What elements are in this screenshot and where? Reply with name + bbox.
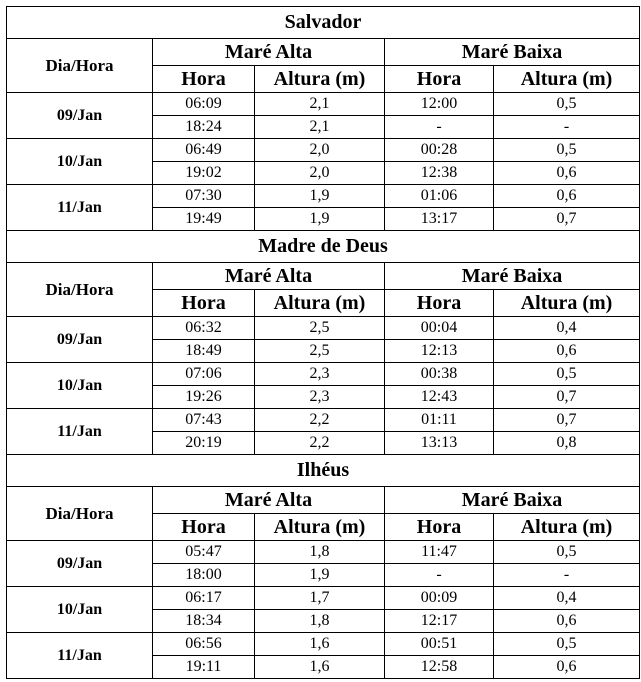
high-tide-time: 20:19 bbox=[153, 432, 255, 455]
city-name: Madre de Deus bbox=[7, 231, 640, 263]
high-tide-height: 1,8 bbox=[255, 610, 385, 633]
low-tide-time: 00:09 bbox=[385, 587, 494, 610]
table-row bbox=[7, 541, 640, 564]
altura-header: Altura (m) bbox=[255, 290, 385, 317]
low-tide-time: 12:43 bbox=[385, 386, 494, 409]
city-header-row bbox=[7, 231, 640, 263]
low-tide-height: - bbox=[494, 116, 640, 139]
high-tide-height: 2,0 bbox=[255, 139, 385, 162]
high-tide-time: 18:24 bbox=[153, 116, 255, 139]
table-row bbox=[7, 185, 640, 208]
table-row bbox=[7, 409, 640, 432]
low-tide-height: 0,6 bbox=[494, 162, 640, 185]
low-tide-time: 11:47 bbox=[385, 541, 494, 564]
high-tide-height: 2,3 bbox=[255, 363, 385, 386]
low-tide-height: 0,5 bbox=[494, 93, 640, 116]
day-label: 09/Jan bbox=[7, 317, 153, 363]
high-tide-time: 06:17 bbox=[153, 587, 255, 610]
high-tide-height: 2,0 bbox=[255, 162, 385, 185]
hora-header: Hora bbox=[385, 66, 494, 93]
mare-alta-header: Maré Alta bbox=[153, 487, 385, 514]
high-tide-height: 2,5 bbox=[255, 340, 385, 363]
low-tide-height: 0,6 bbox=[494, 185, 640, 208]
dia-hora-header: Dia/Hora bbox=[7, 487, 153, 541]
group-header-row bbox=[7, 39, 640, 66]
low-tide-height: 0,6 bbox=[494, 656, 640, 679]
high-tide-height: 1,6 bbox=[255, 656, 385, 679]
table-row bbox=[7, 587, 640, 610]
high-tide-time: 19:49 bbox=[153, 208, 255, 231]
day-label: 11/Jan bbox=[7, 633, 153, 679]
low-tide-time: 12:13 bbox=[385, 340, 494, 363]
low-tide-time: 01:11 bbox=[385, 409, 494, 432]
low-tide-time: 12:17 bbox=[385, 610, 494, 633]
high-tide-time: 18:34 bbox=[153, 610, 255, 633]
high-tide-height: 2,2 bbox=[255, 432, 385, 455]
low-tide-height: 0,5 bbox=[494, 363, 640, 386]
table-row bbox=[7, 363, 640, 386]
high-tide-height: 2,3 bbox=[255, 386, 385, 409]
high-tide-time: 07:06 bbox=[153, 363, 255, 386]
city-header-row bbox=[7, 7, 640, 39]
hora-header: Hora bbox=[153, 514, 255, 541]
low-tide-time: 13:17 bbox=[385, 208, 494, 231]
tide-table-body bbox=[7, 7, 640, 679]
low-tide-time: - bbox=[385, 116, 494, 139]
low-tide-height: 0,5 bbox=[494, 633, 640, 656]
low-tide-height: 0,7 bbox=[494, 208, 640, 231]
low-tide-time: 01:06 bbox=[385, 185, 494, 208]
tide-table bbox=[6, 6, 640, 679]
low-tide-time: 00:04 bbox=[385, 317, 494, 340]
high-tide-height: 2,2 bbox=[255, 409, 385, 432]
high-tide-height: 2,1 bbox=[255, 93, 385, 116]
high-tide-height: 1,7 bbox=[255, 587, 385, 610]
hora-header: Hora bbox=[153, 66, 255, 93]
day-label: 11/Jan bbox=[7, 185, 153, 231]
high-tide-time: 18:49 bbox=[153, 340, 255, 363]
high-tide-time: 06:56 bbox=[153, 633, 255, 656]
high-tide-height: 1,6 bbox=[255, 633, 385, 656]
low-tide-height: 0,5 bbox=[494, 541, 640, 564]
high-tide-time: 06:09 bbox=[153, 93, 255, 116]
low-tide-height: 0,8 bbox=[494, 432, 640, 455]
altura-header: Altura (m) bbox=[494, 290, 640, 317]
high-tide-time: 05:47 bbox=[153, 541, 255, 564]
city-name: Salvador bbox=[7, 7, 640, 39]
day-label: 09/Jan bbox=[7, 541, 153, 587]
high-tide-time: 19:02 bbox=[153, 162, 255, 185]
low-tide-height: 0,7 bbox=[494, 386, 640, 409]
low-tide-height: 0,6 bbox=[494, 340, 640, 363]
low-tide-time: 12:00 bbox=[385, 93, 494, 116]
high-tide-height: 1,9 bbox=[255, 208, 385, 231]
altura-header: Altura (m) bbox=[494, 514, 640, 541]
day-label: 09/Jan bbox=[7, 93, 153, 139]
high-tide-height: 2,5 bbox=[255, 317, 385, 340]
high-tide-time: 07:43 bbox=[153, 409, 255, 432]
day-label: 10/Jan bbox=[7, 363, 153, 409]
table-row bbox=[7, 317, 640, 340]
low-tide-time: - bbox=[385, 564, 494, 587]
high-tide-height: 1,9 bbox=[255, 185, 385, 208]
high-tide-height: 1,8 bbox=[255, 541, 385, 564]
low-tide-time: 12:58 bbox=[385, 656, 494, 679]
high-tide-height: 2,1 bbox=[255, 116, 385, 139]
hora-header: Hora bbox=[385, 514, 494, 541]
high-tide-time: 07:30 bbox=[153, 185, 255, 208]
high-tide-time: 18:00 bbox=[153, 564, 255, 587]
mare-baixa-header: Maré Baixa bbox=[385, 487, 640, 514]
group-header-row bbox=[7, 487, 640, 514]
low-tide-time: 13:13 bbox=[385, 432, 494, 455]
low-tide-height: 0,5 bbox=[494, 139, 640, 162]
mare-alta-header: Maré Alta bbox=[153, 263, 385, 290]
city-name: Ilhéus bbox=[7, 455, 640, 487]
dia-hora-header: Dia/Hora bbox=[7, 263, 153, 317]
dia-hora-header: Dia/Hora bbox=[7, 39, 153, 93]
mare-alta-header: Maré Alta bbox=[153, 39, 385, 66]
mare-baixa-header: Maré Baixa bbox=[385, 39, 640, 66]
altura-header: Altura (m) bbox=[255, 66, 385, 93]
high-tide-time: 19:11 bbox=[153, 656, 255, 679]
low-tide-height: 0,6 bbox=[494, 610, 640, 633]
altura-header: Altura (m) bbox=[255, 514, 385, 541]
mare-baixa-header: Maré Baixa bbox=[385, 263, 640, 290]
table-row bbox=[7, 139, 640, 162]
low-tide-time: 00:28 bbox=[385, 139, 494, 162]
hora-header: Hora bbox=[385, 290, 494, 317]
low-tide-height: - bbox=[494, 564, 640, 587]
low-tide-time: 00:38 bbox=[385, 363, 494, 386]
day-label: 11/Jan bbox=[7, 409, 153, 455]
day-label: 10/Jan bbox=[7, 587, 153, 633]
altura-header: Altura (m) bbox=[494, 66, 640, 93]
low-tide-time: 12:38 bbox=[385, 162, 494, 185]
low-tide-height: 0,4 bbox=[494, 587, 640, 610]
high-tide-time: 06:32 bbox=[153, 317, 255, 340]
low-tide-time: 00:51 bbox=[385, 633, 494, 656]
low-tide-height: 0,4 bbox=[494, 317, 640, 340]
city-header-row bbox=[7, 455, 640, 487]
high-tide-time: 19:26 bbox=[153, 386, 255, 409]
table-row bbox=[7, 93, 640, 116]
low-tide-height: 0,7 bbox=[494, 409, 640, 432]
group-header-row bbox=[7, 263, 640, 290]
table-row bbox=[7, 633, 640, 656]
high-tide-time: 06:49 bbox=[153, 139, 255, 162]
day-label: 10/Jan bbox=[7, 139, 153, 185]
high-tide-height: 1,9 bbox=[255, 564, 385, 587]
hora-header: Hora bbox=[153, 290, 255, 317]
